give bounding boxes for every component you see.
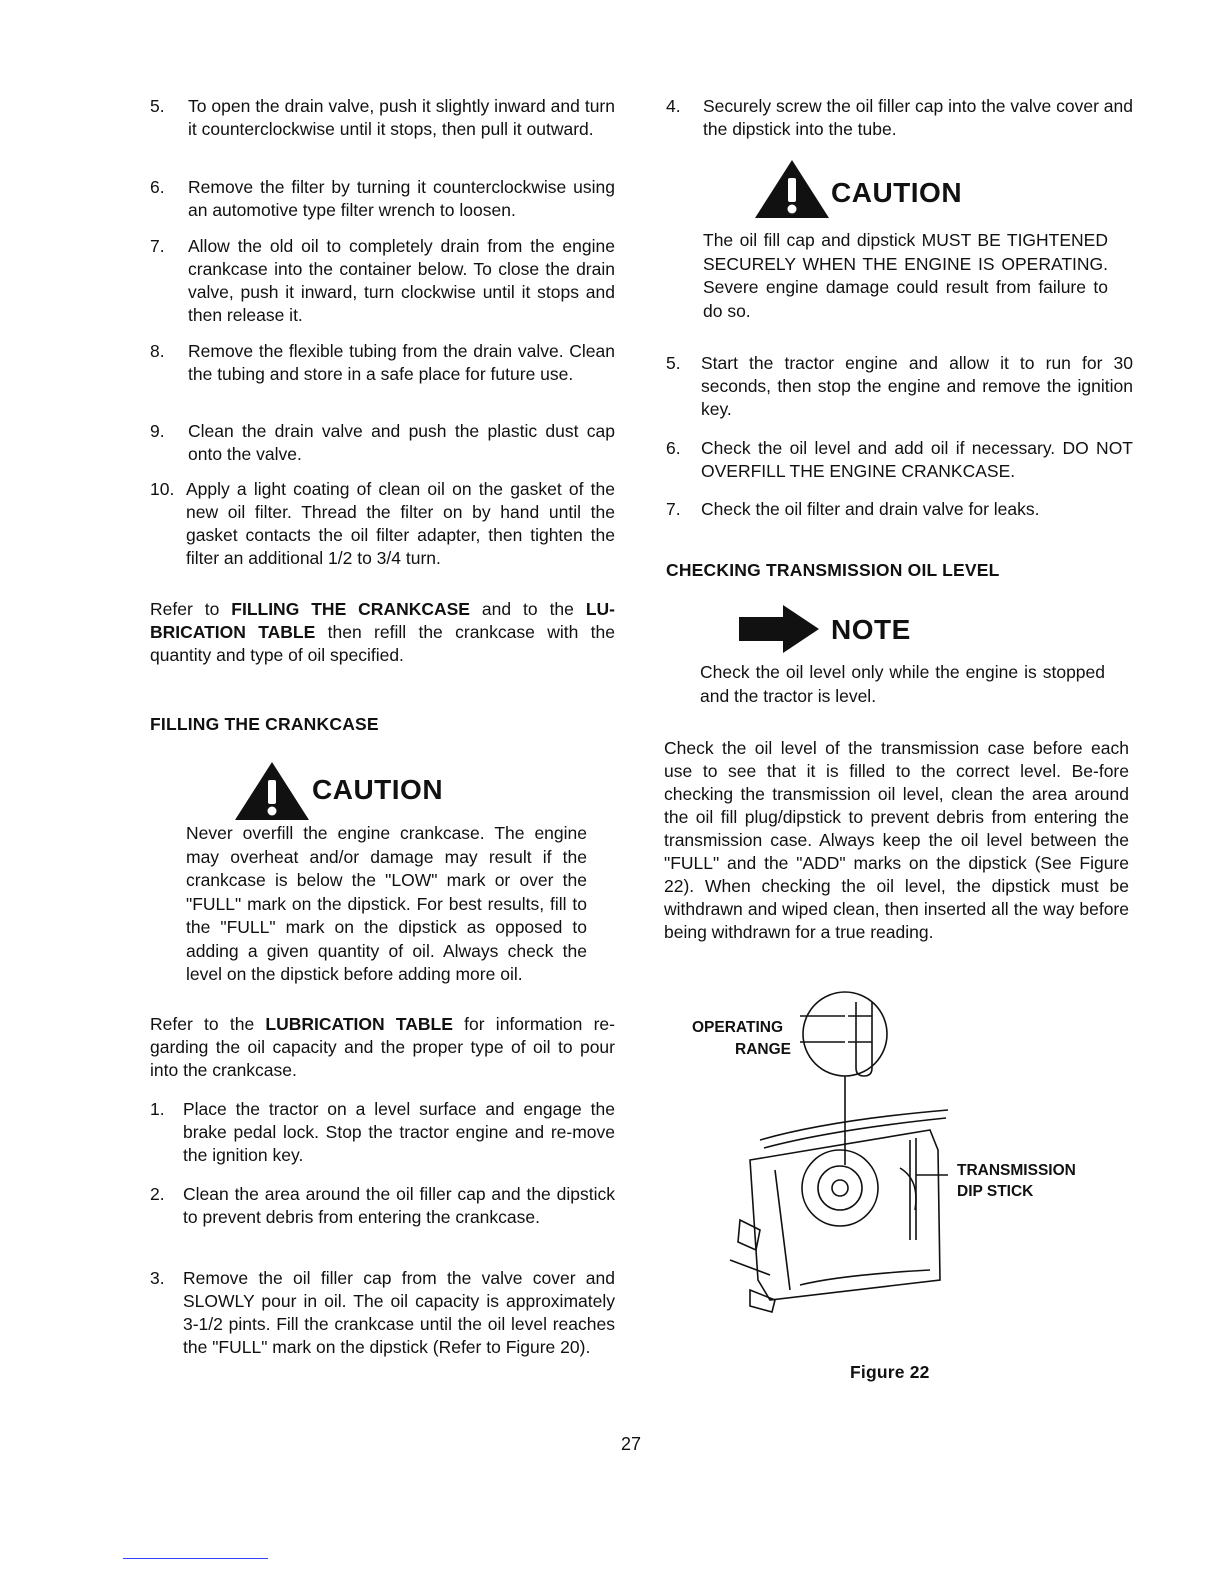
step-number: 8.	[150, 341, 165, 361]
step-number: 10.	[150, 479, 175, 499]
fill-step-3	[150, 1267, 615, 1359]
step-text: Check the oil filter and drain valve for leaks.	[701, 499, 1040, 519]
transmission-dipstick-diagram	[680, 990, 970, 1320]
step-text: Securely screw the oil filler cap into the valve cover and the dipstick into the tube.	[703, 96, 1133, 139]
step-text: To open the drain valve, push it slightly inward and turn it counterclockwise until it stops, then pull it outward.	[188, 96, 615, 139]
transmission-label: TRANSMISSION	[957, 1162, 1076, 1179]
step-number: 4.	[666, 96, 681, 116]
step-number: 5.	[150, 96, 165, 116]
step-text: Start the tractor engine and allow it to run for 30 seconds, then stop the engine and remove the ignition key.	[701, 353, 1133, 419]
step-text: Clean the drain valve and push the plastic dust cap onto the valve.	[188, 421, 615, 464]
warning-triangle-icon	[753, 158, 831, 220]
right-step-4	[666, 95, 1133, 141]
left-step-6	[150, 176, 615, 222]
right-step-7	[666, 498, 1133, 521]
dipstick-label: DIP STICK	[957, 1183, 1034, 1200]
step-number: 2.	[150, 1184, 165, 1204]
step-text: Apply a light coating of clean oil on the gasket of the new oil filter. Thread the filter on by hand until the gasket contacts the oil filter adapter, then tighten the filter an additional 1/2 to 3/4 turn.	[186, 479, 615, 568]
page-number: 27	[621, 1434, 642, 1454]
figure-caption: Figure 22	[850, 1362, 930, 1382]
step-number: 1.	[150, 1099, 165, 1119]
step-number: 5.	[666, 353, 681, 373]
step-text: Remove the filter by turning it counterclockwise using an automotive type filter wrench to loosen.	[188, 177, 615, 220]
link-lubrication-table: LU-BRICATION TABLE	[150, 599, 615, 642]
step-text: Check the oil level and add oil if necessary. DO NOT OVERFILL THE ENGINE CRANKCASE.	[701, 438, 1133, 481]
range-label: RANGE	[735, 1041, 791, 1058]
link-filling-crankcase: FILLING THE CRANKCASE	[231, 599, 470, 619]
step-text: Place the tractor on a level surface and engage the brake pedal lock. Stop the tractor engine and re-move the ignition key.	[183, 1099, 615, 1165]
step-number: 3.	[150, 1268, 165, 1288]
caution-body: The oil fill cap and dipstick MUST BE TIGHTENED SECURELY WHEN THE ENGINE IS OPERATING. Severe engine damage could result from failure to do so.	[703, 230, 1108, 321]
step-number: 7.	[150, 236, 165, 256]
note-title: NOTE	[831, 614, 911, 645]
transmission-heading: CHECKING TRANSMISSION OIL LEVEL	[666, 560, 1000, 580]
warning-triangle-icon	[233, 760, 311, 822]
fill-step-2	[150, 1183, 615, 1229]
step-number: 6.	[666, 438, 681, 458]
lubrication-paragraph: Refer to the LUBRICATION TABLE for information re-garding the oil capacity and the proper type of oil to pour into the crankcase.	[150, 1014, 615, 1080]
caution-title: CAUTION	[831, 177, 963, 208]
step-number: 7.	[666, 499, 681, 519]
left-step-8	[150, 340, 615, 386]
refer-paragraph: Refer to FILLING THE CRANKCASE and to the LU-BRICATION TABLE then refill the crankcase with the quantity and type of oil specified.	[150, 599, 616, 665]
transmission-paragraph: Check the oil level of the transmission case before each use to see that it is filled to the correct level. Be-fore checking the transmission oil level, clean the area around the oil fill plug/dipstick to prevent debris from entering the transmission case. Always keep the oil level between the "FULL" and the "ADD" marks on the dipstick (See Figure 22). When checking the oil level, the dipstick must be withdrawn and wiped clean, then inserted all the way before being withdrawn for a true reading.	[664, 738, 1129, 942]
caution-body: Never overfill the engine crankcase. The engine may overheat and/or damage may result if the crankcase is below the "LOW" mark or over the "FULL" mark on the dipstick. For best results, fill to the "FULL" mark on the dipstick as opposed to adding a given quantity of oil. Always check the level on the dipstick before adding more oil.	[186, 823, 587, 984]
operating-label: OPERATING	[692, 1019, 783, 1036]
left-step-9	[150, 420, 615, 466]
step-text: Remove the flexible tubing from the drain valve. Clean the tubing and store in a safe place for future use.	[188, 341, 615, 384]
left-step-10	[150, 478, 615, 570]
fill-step-1	[150, 1098, 615, 1167]
filling-crankcase-heading: FILLING THE CRANKCASE	[150, 714, 379, 734]
left-step-7	[150, 235, 615, 327]
step-text: Remove the oil filler cap from the valve cover and SLOWLY pour in oil. The oil capacity is approximately 3-1/2 pints. Fill the crankcase until the oil level reaches the "FULL" mark on the dipstick (Refer to Figure 20).	[183, 1268, 615, 1357]
step-number: 9.	[150, 421, 165, 441]
left-step-5	[150, 95, 615, 141]
caution-title: CAUTION	[312, 774, 444, 805]
note-body: Check the oil level only while the engine is stopped and the tractor is level.	[700, 662, 1105, 706]
step-text: Clean the area around the oil filler cap and the dipstick to prevent debris from entering the crankcase.	[183, 1184, 615, 1227]
step-text: Allow the old oil to completely drain from the engine crankcase into the container below. To close the drain valve, push it inward, turn clockwise until it stops and then release it.	[188, 236, 615, 325]
right-step-6	[666, 437, 1133, 483]
right-step-5	[666, 352, 1133, 421]
step-number: 6.	[150, 177, 165, 197]
footer-divider	[123, 1558, 268, 1559]
link-lubrication-table: LUBRICATION TABLE	[265, 1014, 453, 1034]
arrow-right-icon	[737, 603, 821, 655]
